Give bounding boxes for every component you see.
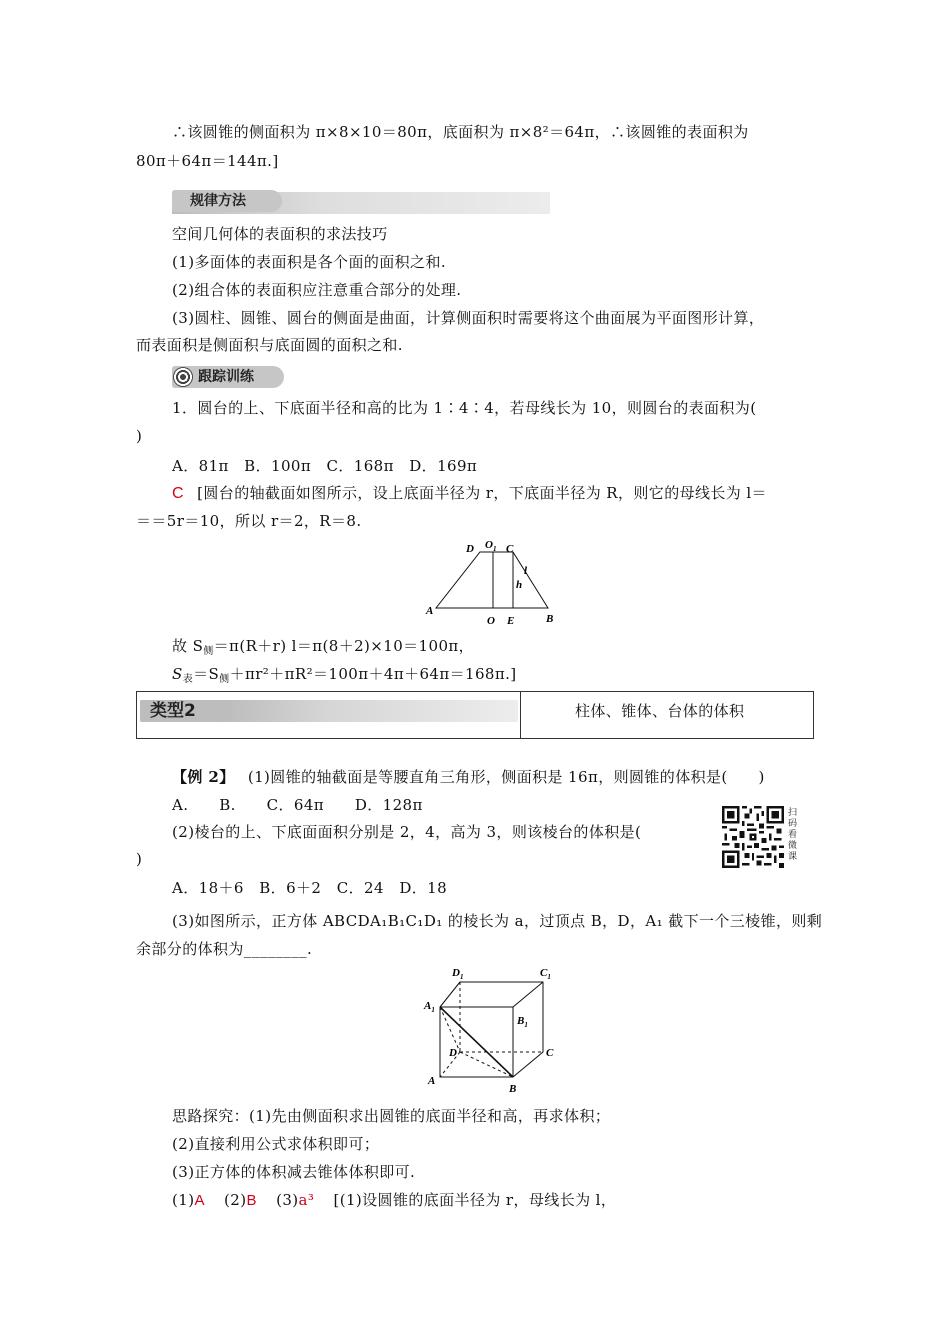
qr-code-icon[interactable] [722, 806, 784, 868]
answer-line-1 [172, 483, 767, 504]
method-title: 空间几何体的表面积的求法技巧 [172, 225, 388, 243]
method-item-1: (1)多面体的表面积是各个面的面积之和. [172, 253, 447, 271]
label-h: h [516, 579, 523, 591]
method-item-2: (2)组合体的表面积应注意重合部分的处理. [172, 281, 462, 299]
answer-2: B [246, 1192, 257, 1209]
answer-line-2: ＝＝5r＝10，所以 r＝2，R＝8. [136, 512, 362, 530]
type2-title: 柱体、锥体、台体的体积 [575, 702, 745, 720]
type2-label: 类型2 [150, 701, 196, 721]
label-O1: $O_1$ [485, 539, 497, 553]
label-C: C [546, 1047, 554, 1059]
label-A: A [426, 605, 434, 617]
example-2-q1-options: A. B. C．64π D．128π [172, 796, 423, 814]
answer-3: a³ [298, 1191, 315, 1209]
label-l: l [524, 565, 528, 577]
cube-outline [440, 982, 543, 1077]
answer-text-1: [圆台的轴截面如图所示，设上底面半径为 r，下底面半径为 R，则它的母线长为 l＝ [197, 484, 767, 502]
cube-diagram [418, 960, 568, 1100]
edge-DB [460, 1052, 513, 1077]
label-A: A [428, 1075, 436, 1087]
label-C1: $C_1$ [540, 967, 551, 981]
type2-divider [520, 691, 521, 739]
qr-caption: 扫码看微课 [788, 808, 798, 862]
label-B: B [546, 613, 554, 625]
method-banner-label: 规律方法 [190, 193, 246, 209]
target-icon [173, 367, 193, 387]
label-E: E [507, 615, 515, 627]
edge-B1C1 [513, 982, 543, 1007]
thinking-line-1: 思路探究：(1)先由侧面积求出圆锥的底面半径和高，再求体积； [172, 1107, 611, 1125]
edge-A1B [440, 1007, 513, 1077]
label-D: D [466, 543, 474, 555]
answer-line-3: 故 $S_侧=\pi(R+r)$ l＝π(8＋2)×10＝100π， [172, 637, 475, 657]
label-B1: $B_1$ [517, 1015, 528, 1029]
trapezoid-outline [436, 552, 548, 608]
question-1-line-2: ) [136, 427, 143, 445]
thinking-line-2: (2)直接利用公式求体积即可； [172, 1135, 380, 1153]
label-D1: $D_1$ [452, 967, 464, 981]
training-banner-label: 跟踪训练 [198, 369, 254, 385]
trapezoid-diagram [420, 536, 570, 628]
label-O: O [487, 615, 495, 627]
example-2-q3-line-2: 余部分的体积为________. [136, 940, 313, 958]
solution-line-2: 80π＋64π＝144π.] [136, 152, 279, 170]
answer-line-4: $S_表=S_侧+\pi r^2+\pi R^2=100\pi+4\pi+64\pi=168\pi$.] [172, 665, 517, 685]
answer-letter: C [172, 485, 184, 502]
solution-line-1: ∴该圆锥的侧面积为 π×8×10＝80π，底面积为 π×8²＝64π，∴该圆锥的表面积为 [172, 123, 749, 141]
method-item-3-cont: 而表面积是侧面积与底面圆的面积之和. [136, 336, 403, 354]
example-2-q2-options: A．18＋6 B．6＋2 C．24 D．18 [172, 879, 448, 897]
question-1-line-1: 1．圆台的上、下底面半径和高的比为 1∶4∶4，若母线长为 10，则圆台的表面积为( [172, 399, 757, 417]
edge-A1D1 [440, 982, 460, 1007]
answer-1: A [194, 1192, 205, 1209]
example-2-q2-line-2: ) [136, 850, 143, 868]
example-2-q2-line-1: (2)棱台的上、下底面面积分别是 2，4，高为 3，则该棱台的体积是( [172, 823, 642, 841]
label-D: D [449, 1047, 457, 1059]
method-item-3: (3)圆柱、圆锥、圆台的侧面是曲面，计算侧面积时需要将这个曲面展为平面图形计算， [172, 309, 765, 327]
label-B: B [509, 1083, 517, 1095]
example-2-q1: 【例 2】 (1)圆锥的轴截面是等腰直角三角形，侧面积是 16π，则圆锥的体积是( ) [172, 768, 765, 786]
thinking-line-3: (3)正方体的体积减去锥体体积即可. [172, 1163, 416, 1181]
example-2-q3-line-1: (3)如图所示，正方体 ABCDA₁B₁C₁D₁ 的棱长为 a，过顶点 B，D，A₁ 截下一个三棱锥，则剩 [172, 912, 823, 930]
answers-rest: [(1)设圆锥的底面半径为 r，母线长为 l， [333, 1191, 617, 1209]
question-1-options: A．81π B．100π C．168π D．169π [172, 457, 478, 475]
label-A1: $A_1$ [424, 1000, 435, 1014]
edge-A1D [440, 1007, 460, 1052]
label-C: C [506, 543, 514, 555]
example-2-head: 【例 2】 [172, 768, 235, 786]
answers-line: (1)A (2)B (3)a³ [(1)设圆锥的底面半径为 r，母线长为 l， [172, 1191, 617, 1209]
